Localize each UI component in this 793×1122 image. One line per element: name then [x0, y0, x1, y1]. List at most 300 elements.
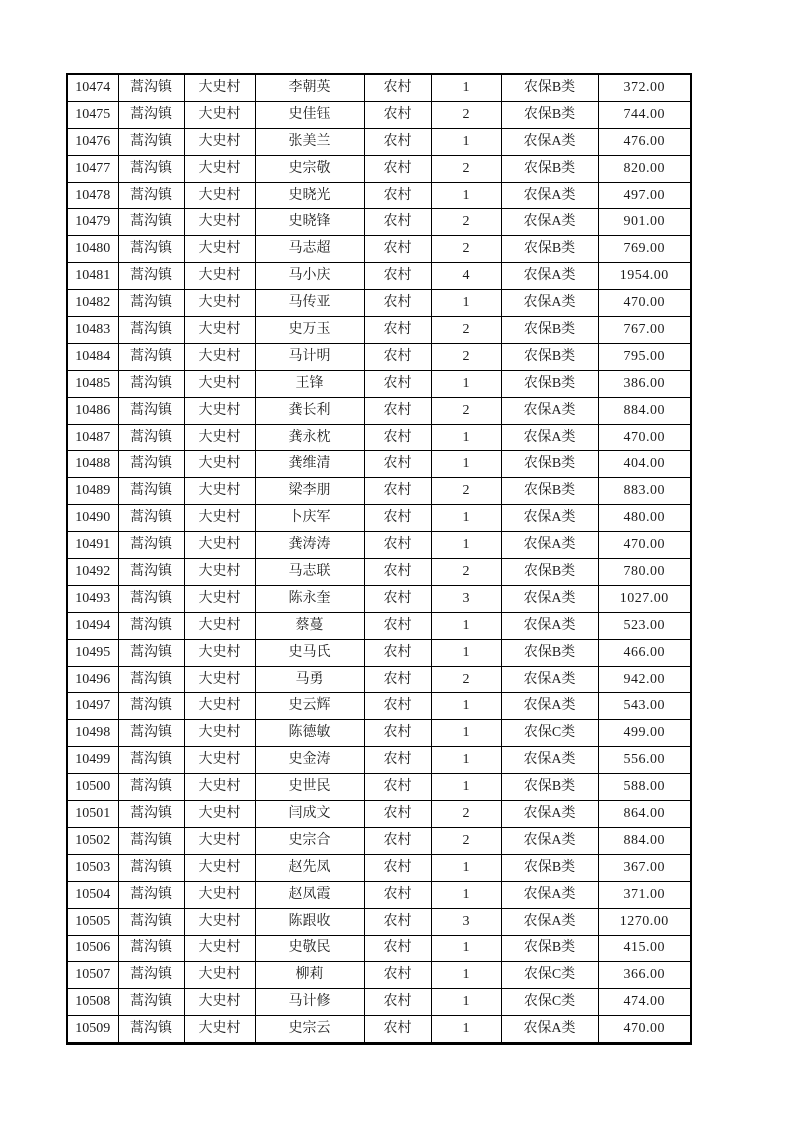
cell-name: 马计明	[255, 343, 364, 370]
cell-serial_number: 10502	[67, 827, 118, 854]
table-row	[67, 317, 691, 344]
cell-serial_number: 10475	[67, 101, 118, 128]
cell-serial_number: 10488	[67, 451, 118, 478]
table-row	[67, 209, 691, 236]
cell-person_count: 2	[431, 478, 501, 505]
cell-town: 蒿沟镇	[118, 317, 184, 344]
cell-name: 史晓光	[255, 182, 364, 209]
cell-amount: 366.00	[598, 962, 691, 989]
cell-insurance_category: 农保A类	[501, 666, 598, 693]
cell-serial_number: 10483	[67, 317, 118, 344]
cell-residence_type: 农村	[364, 612, 431, 639]
cell-person_count: 1	[431, 290, 501, 317]
cell-name: 龚维清	[255, 451, 364, 478]
cell-town: 蒿沟镇	[118, 1016, 184, 1044]
cell-serial_number: 10486	[67, 397, 118, 424]
table-row	[67, 962, 691, 989]
cell-person_count: 1	[431, 639, 501, 666]
cell-residence_type: 农村	[364, 666, 431, 693]
cell-residence_type: 农村	[364, 801, 431, 828]
cell-residence_type: 农村	[364, 155, 431, 182]
cell-residence_type: 农村	[364, 478, 431, 505]
cell-serial_number: 10492	[67, 559, 118, 586]
cell-village: 大史村	[184, 774, 255, 801]
cell-insurance_category: 农保B类	[501, 639, 598, 666]
cell-village: 大史村	[184, 74, 255, 101]
cell-name: 史万玉	[255, 317, 364, 344]
cell-amount: 404.00	[598, 451, 691, 478]
table-row	[67, 74, 691, 101]
table-row	[67, 397, 691, 424]
cell-serial_number: 10507	[67, 962, 118, 989]
cell-town: 蒿沟镇	[118, 290, 184, 317]
table-row	[67, 854, 691, 881]
cell-residence_type: 农村	[364, 74, 431, 101]
cell-serial_number: 10493	[67, 585, 118, 612]
cell-insurance_category: 农保B类	[501, 236, 598, 263]
cell-insurance_category: 农保A类	[501, 827, 598, 854]
cell-town: 蒿沟镇	[118, 989, 184, 1016]
cell-person_count: 2	[431, 397, 501, 424]
cell-village: 大史村	[184, 612, 255, 639]
cell-serial_number: 10485	[67, 370, 118, 397]
cell-person_count: 2	[431, 317, 501, 344]
cell-name: 马计修	[255, 989, 364, 1016]
cell-amount: 556.00	[598, 747, 691, 774]
cell-town: 蒿沟镇	[118, 263, 184, 290]
cell-name: 陈永奎	[255, 585, 364, 612]
cell-name: 赵先凤	[255, 854, 364, 881]
table-row	[67, 290, 691, 317]
cell-amount: 543.00	[598, 693, 691, 720]
cell-person_count: 2	[431, 827, 501, 854]
table-row	[67, 666, 691, 693]
cell-insurance_category: 农保B类	[501, 155, 598, 182]
cell-insurance_category: 农保A类	[501, 693, 598, 720]
cell-village: 大史村	[184, 801, 255, 828]
cell-town: 蒿沟镇	[118, 128, 184, 155]
cell-serial_number: 10497	[67, 693, 118, 720]
cell-town: 蒿沟镇	[118, 612, 184, 639]
cell-serial_number: 10506	[67, 935, 118, 962]
cell-village: 大史村	[184, 505, 255, 532]
table-row	[67, 881, 691, 908]
cell-insurance_category: 农保A类	[501, 881, 598, 908]
cell-residence_type: 农村	[364, 720, 431, 747]
cell-village: 大史村	[184, 908, 255, 935]
cell-insurance_category: 农保B类	[501, 343, 598, 370]
cell-person_count: 1	[431, 532, 501, 559]
table-row	[67, 935, 691, 962]
cell-insurance_category: 农保A类	[501, 182, 598, 209]
cell-amount: 480.00	[598, 505, 691, 532]
cell-insurance_category: 农保B类	[501, 774, 598, 801]
cell-serial_number: 10495	[67, 639, 118, 666]
cell-residence_type: 农村	[364, 693, 431, 720]
cell-serial_number: 10491	[67, 532, 118, 559]
cell-village: 大史村	[184, 585, 255, 612]
cell-village: 大史村	[184, 720, 255, 747]
cell-person_count: 1	[431, 424, 501, 451]
table-row	[67, 155, 691, 182]
cell-village: 大史村	[184, 989, 255, 1016]
data-table	[66, 73, 692, 1045]
cell-amount: 1270.00	[598, 908, 691, 935]
cell-amount: 470.00	[598, 532, 691, 559]
table-row	[67, 532, 691, 559]
cell-village: 大史村	[184, 182, 255, 209]
cell-person_count: 1	[431, 1016, 501, 1044]
cell-town: 蒿沟镇	[118, 639, 184, 666]
cell-village: 大史村	[184, 128, 255, 155]
cell-amount: 476.00	[598, 128, 691, 155]
cell-insurance_category: 农保C类	[501, 962, 598, 989]
cell-amount: 1027.00	[598, 585, 691, 612]
cell-amount: 769.00	[598, 236, 691, 263]
cell-insurance_category: 农保B类	[501, 317, 598, 344]
cell-residence_type: 农村	[364, 559, 431, 586]
cell-residence_type: 农村	[364, 935, 431, 962]
cell-village: 大史村	[184, 639, 255, 666]
table-row	[67, 989, 691, 1016]
cell-town: 蒿沟镇	[118, 182, 184, 209]
cell-amount: 372.00	[598, 74, 691, 101]
cell-village: 大史村	[184, 263, 255, 290]
cell-person_count: 1	[431, 774, 501, 801]
cell-amount: 497.00	[598, 182, 691, 209]
cell-village: 大史村	[184, 101, 255, 128]
cell-town: 蒿沟镇	[118, 397, 184, 424]
cell-name: 史晓锋	[255, 209, 364, 236]
table-row	[67, 128, 691, 155]
cell-village: 大史村	[184, 854, 255, 881]
cell-town: 蒿沟镇	[118, 908, 184, 935]
cell-town: 蒿沟镇	[118, 962, 184, 989]
cell-serial_number: 10504	[67, 881, 118, 908]
cell-person_count: 2	[431, 101, 501, 128]
cell-town: 蒿沟镇	[118, 585, 184, 612]
cell-serial_number: 10503	[67, 854, 118, 881]
cell-name: 龚涛涛	[255, 532, 364, 559]
cell-person_count: 2	[431, 801, 501, 828]
cell-amount: 474.00	[598, 989, 691, 1016]
cell-person_count: 1	[431, 935, 501, 962]
cell-village: 大史村	[184, 881, 255, 908]
cell-village: 大史村	[184, 666, 255, 693]
cell-amount: 386.00	[598, 370, 691, 397]
cell-insurance_category: 农保A类	[501, 747, 598, 774]
cell-residence_type: 农村	[364, 585, 431, 612]
cell-serial_number: 10498	[67, 720, 118, 747]
cell-name: 张美兰	[255, 128, 364, 155]
cell-serial_number: 10474	[67, 74, 118, 101]
cell-town: 蒿沟镇	[118, 774, 184, 801]
cell-amount: 744.00	[598, 101, 691, 128]
cell-insurance_category: 农保A类	[501, 1016, 598, 1044]
cell-name: 柳莉	[255, 962, 364, 989]
cell-town: 蒿沟镇	[118, 505, 184, 532]
cell-town: 蒿沟镇	[118, 720, 184, 747]
cell-person_count: 1	[431, 854, 501, 881]
cell-village: 大史村	[184, 827, 255, 854]
cell-insurance_category: 农保B类	[501, 101, 598, 128]
cell-village: 大史村	[184, 693, 255, 720]
cell-village: 大史村	[184, 532, 255, 559]
cell-person_count: 1	[431, 74, 501, 101]
cell-insurance_category: 农保C类	[501, 989, 598, 1016]
table-row	[67, 370, 691, 397]
table-row	[67, 1016, 691, 1044]
table-row	[67, 693, 691, 720]
table-row	[67, 827, 691, 854]
cell-village: 大史村	[184, 478, 255, 505]
cell-name: 陈德敏	[255, 720, 364, 747]
cell-person_count: 1	[431, 747, 501, 774]
cell-person_count: 2	[431, 666, 501, 693]
cell-amount: 367.00	[598, 854, 691, 881]
cell-person_count: 1	[431, 612, 501, 639]
cell-insurance_category: 农保B类	[501, 854, 598, 881]
cell-town: 蒿沟镇	[118, 854, 184, 881]
cell-person_count: 1	[431, 505, 501, 532]
cell-village: 大史村	[184, 236, 255, 263]
cell-serial_number: 10482	[67, 290, 118, 317]
cell-insurance_category: 农保B类	[501, 74, 598, 101]
cell-town: 蒿沟镇	[118, 451, 184, 478]
cell-village: 大史村	[184, 343, 255, 370]
cell-town: 蒿沟镇	[118, 666, 184, 693]
table-row	[67, 612, 691, 639]
cell-person_count: 2	[431, 343, 501, 370]
cell-amount: 415.00	[598, 935, 691, 962]
cell-residence_type: 农村	[364, 343, 431, 370]
cell-amount: 1954.00	[598, 263, 691, 290]
cell-name: 史佳钰	[255, 101, 364, 128]
table-row	[67, 559, 691, 586]
cell-residence_type: 农村	[364, 370, 431, 397]
cell-residence_type: 农村	[364, 263, 431, 290]
cell-amount: 883.00	[598, 478, 691, 505]
cell-insurance_category: 农保A类	[501, 290, 598, 317]
cell-name: 马勇	[255, 666, 364, 693]
cell-residence_type: 农村	[364, 397, 431, 424]
cell-amount: 523.00	[598, 612, 691, 639]
cell-residence_type: 农村	[364, 747, 431, 774]
cell-insurance_category: 农保B类	[501, 935, 598, 962]
cell-name: 史宗合	[255, 827, 364, 854]
table-row	[67, 747, 691, 774]
cell-amount: 901.00	[598, 209, 691, 236]
cell-residence_type: 农村	[364, 1016, 431, 1044]
cell-insurance_category: 农保A类	[501, 397, 598, 424]
cell-town: 蒿沟镇	[118, 693, 184, 720]
cell-person_count: 2	[431, 155, 501, 182]
cell-serial_number: 10490	[67, 505, 118, 532]
cell-person_count: 1	[431, 989, 501, 1016]
cell-serial_number: 10499	[67, 747, 118, 774]
table-row	[67, 424, 691, 451]
cell-serial_number: 10476	[67, 128, 118, 155]
cell-town: 蒿沟镇	[118, 881, 184, 908]
cell-residence_type: 农村	[364, 505, 431, 532]
cell-town: 蒿沟镇	[118, 532, 184, 559]
cell-serial_number: 10494	[67, 612, 118, 639]
cell-amount: 884.00	[598, 827, 691, 854]
cell-town: 蒿沟镇	[118, 827, 184, 854]
cell-serial_number: 10478	[67, 182, 118, 209]
cell-name: 马传亚	[255, 290, 364, 317]
cell-person_count: 1	[431, 451, 501, 478]
cell-village: 大史村	[184, 962, 255, 989]
cell-serial_number: 10480	[67, 236, 118, 263]
cell-person_count: 2	[431, 559, 501, 586]
cell-residence_type: 农村	[364, 962, 431, 989]
cell-name: 史敬民	[255, 935, 364, 962]
cell-person_count: 2	[431, 209, 501, 236]
cell-person_count: 1	[431, 720, 501, 747]
cell-village: 大史村	[184, 451, 255, 478]
cell-town: 蒿沟镇	[118, 478, 184, 505]
cell-serial_number: 10484	[67, 343, 118, 370]
cell-residence_type: 农村	[364, 881, 431, 908]
cell-town: 蒿沟镇	[118, 559, 184, 586]
cell-name: 卜庆军	[255, 505, 364, 532]
cell-name: 赵凤霞	[255, 881, 364, 908]
cell-person_count: 2	[431, 236, 501, 263]
cell-name: 马小庆	[255, 263, 364, 290]
cell-amount: 864.00	[598, 801, 691, 828]
cell-serial_number: 10501	[67, 801, 118, 828]
cell-serial_number: 10508	[67, 989, 118, 1016]
cell-insurance_category: 农保A类	[501, 908, 598, 935]
table-row	[67, 236, 691, 263]
cell-name: 闫成文	[255, 801, 364, 828]
cell-residence_type: 农村	[364, 532, 431, 559]
cell-amount: 820.00	[598, 155, 691, 182]
cell-village: 大史村	[184, 209, 255, 236]
cell-insurance_category: 农保A类	[501, 612, 598, 639]
cell-person_count: 1	[431, 881, 501, 908]
table-row	[67, 774, 691, 801]
cell-amount: 470.00	[598, 424, 691, 451]
cell-serial_number: 10477	[67, 155, 118, 182]
cell-name: 李朝英	[255, 74, 364, 101]
cell-village: 大史村	[184, 317, 255, 344]
cell-residence_type: 农村	[364, 101, 431, 128]
cell-residence_type: 农村	[364, 774, 431, 801]
cell-insurance_category: 农保A类	[501, 801, 598, 828]
cell-serial_number: 10496	[67, 666, 118, 693]
cell-insurance_category: 农保A类	[501, 128, 598, 155]
cell-insurance_category: 农保B类	[501, 559, 598, 586]
cell-amount: 588.00	[598, 774, 691, 801]
table-row	[67, 585, 691, 612]
cell-town: 蒿沟镇	[118, 209, 184, 236]
table-row	[67, 639, 691, 666]
cell-person_count: 3	[431, 908, 501, 935]
cell-amount: 884.00	[598, 397, 691, 424]
cell-town: 蒿沟镇	[118, 155, 184, 182]
cell-insurance_category: 农保A类	[501, 505, 598, 532]
cell-amount: 780.00	[598, 559, 691, 586]
cell-residence_type: 农村	[364, 317, 431, 344]
cell-village: 大史村	[184, 935, 255, 962]
cell-residence_type: 农村	[364, 424, 431, 451]
cell-amount: 942.00	[598, 666, 691, 693]
cell-town: 蒿沟镇	[118, 236, 184, 263]
cell-name: 史宗敬	[255, 155, 364, 182]
cell-insurance_category: 农保C类	[501, 720, 598, 747]
table-body	[67, 74, 691, 1044]
cell-name: 陈跟收	[255, 908, 364, 935]
cell-serial_number: 10479	[67, 209, 118, 236]
cell-serial_number: 10481	[67, 263, 118, 290]
cell-town: 蒿沟镇	[118, 343, 184, 370]
cell-person_count: 1	[431, 128, 501, 155]
cell-insurance_category: 农保A类	[501, 209, 598, 236]
cell-residence_type: 农村	[364, 290, 431, 317]
cell-town: 蒿沟镇	[118, 747, 184, 774]
table-row	[67, 801, 691, 828]
cell-name: 史世民	[255, 774, 364, 801]
table-container	[66, 73, 692, 1045]
cell-name: 龚永枕	[255, 424, 364, 451]
cell-amount: 767.00	[598, 317, 691, 344]
cell-village: 大史村	[184, 1016, 255, 1044]
cell-village: 大史村	[184, 370, 255, 397]
cell-name: 马志超	[255, 236, 364, 263]
cell-town: 蒿沟镇	[118, 801, 184, 828]
cell-insurance_category: 农保A类	[501, 424, 598, 451]
table-row	[67, 343, 691, 370]
cell-serial_number: 10509	[67, 1016, 118, 1044]
cell-town: 蒿沟镇	[118, 935, 184, 962]
cell-village: 大史村	[184, 397, 255, 424]
cell-amount: 470.00	[598, 290, 691, 317]
cell-insurance_category: 农保B类	[501, 451, 598, 478]
cell-town: 蒿沟镇	[118, 74, 184, 101]
cell-residence_type: 农村	[364, 451, 431, 478]
cell-name: 史马氏	[255, 639, 364, 666]
table-row	[67, 505, 691, 532]
cell-serial_number: 10500	[67, 774, 118, 801]
cell-insurance_category: 农保A类	[501, 585, 598, 612]
cell-serial_number: 10487	[67, 424, 118, 451]
cell-amount: 499.00	[598, 720, 691, 747]
cell-residence_type: 农村	[364, 827, 431, 854]
cell-insurance_category: 农保B类	[501, 478, 598, 505]
cell-name: 史云辉	[255, 693, 364, 720]
cell-residence_type: 农村	[364, 854, 431, 881]
cell-insurance_category: 农保B类	[501, 370, 598, 397]
table-row	[67, 182, 691, 209]
table-row	[67, 908, 691, 935]
cell-name: 龚长利	[255, 397, 364, 424]
cell-village: 大史村	[184, 424, 255, 451]
cell-person_count: 1	[431, 962, 501, 989]
cell-name: 梁李朋	[255, 478, 364, 505]
cell-amount: 470.00	[598, 1016, 691, 1044]
cell-amount: 795.00	[598, 343, 691, 370]
cell-village: 大史村	[184, 559, 255, 586]
cell-person_count: 1	[431, 693, 501, 720]
cell-person_count: 1	[431, 370, 501, 397]
cell-amount: 371.00	[598, 881, 691, 908]
cell-amount: 466.00	[598, 639, 691, 666]
table-row	[67, 263, 691, 290]
cell-residence_type: 农村	[364, 989, 431, 1016]
cell-name: 蔡蔓	[255, 612, 364, 639]
